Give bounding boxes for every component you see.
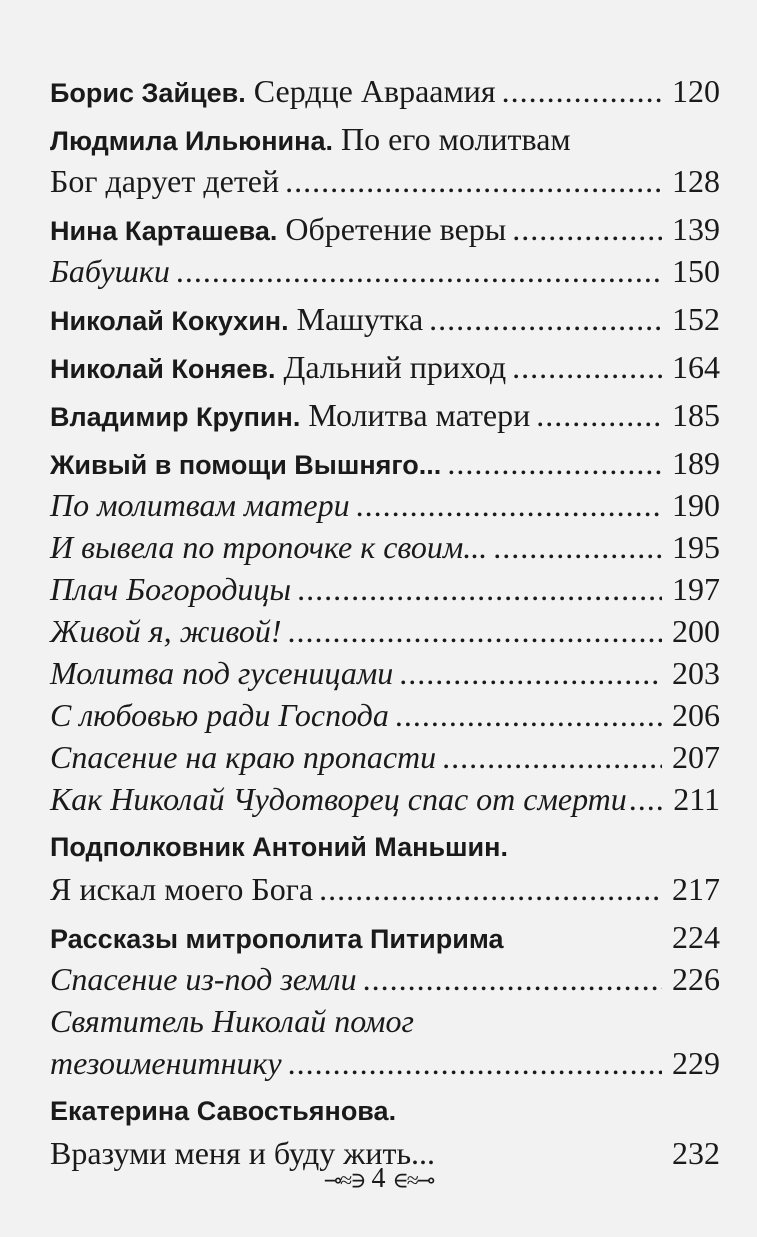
entry-title: Обретение веры <box>285 211 507 247</box>
toc-entry <box>50 118 720 160</box>
dot-leader <box>297 568 662 610</box>
entry-page: 206 <box>672 697 720 733</box>
entry-author: Николай Коняев. <box>50 354 276 384</box>
toc-entry <box>50 208 720 250</box>
dot-leader <box>356 484 662 526</box>
toc-entry <box>50 958 720 1000</box>
entry-title: Бог дарует детей <box>50 163 280 199</box>
dot-leader <box>536 394 662 436</box>
toc-entry <box>50 652 720 694</box>
dot-leader <box>512 208 662 250</box>
entry-title: Я искал моего Бога <box>50 871 314 907</box>
dot-leader <box>319 868 662 910</box>
entry-page: 190 <box>672 487 720 523</box>
entry-title: Плач Богородицы <box>50 571 292 607</box>
entry-page: 226 <box>672 961 720 997</box>
toc-entry <box>50 568 720 610</box>
table-of-contents <box>50 70 720 1174</box>
dot-leader <box>395 694 662 736</box>
dot-leader <box>363 958 662 1000</box>
entry-author: Подполковник Антоний Маньшин. <box>50 832 508 862</box>
entry-title: Живой я, живой! <box>50 613 282 649</box>
dot-leader <box>285 160 662 202</box>
entry-title: тезоименитнику <box>50 1045 282 1081</box>
entry-page: 203 <box>672 655 720 691</box>
toc-entry <box>50 346 720 388</box>
entry-author: Живый в помощи Вышняго... <box>50 450 442 480</box>
dot-leader <box>429 298 662 340</box>
entry-page: 232 <box>672 1135 720 1171</box>
dot-leader <box>493 526 662 568</box>
entry-page: 200 <box>672 613 720 649</box>
entry-page: 150 <box>672 253 720 289</box>
toc-entry <box>50 394 720 436</box>
dot-leader <box>512 346 662 388</box>
toc-entry <box>50 526 720 568</box>
entry-page: 207 <box>672 739 720 775</box>
toc-entry <box>50 826 720 868</box>
toc-entry <box>50 70 720 112</box>
ornament-right: ∈≈⊸ <box>392 1167 434 1193</box>
entry-page: 189 <box>672 445 720 481</box>
toc-entry <box>50 916 720 958</box>
entry-author: Людмила Ильюнина. <box>50 126 333 156</box>
entry-page: 197 <box>672 571 720 607</box>
entry-title: Сердце Авраамия <box>253 73 496 109</box>
entry-page: 224 <box>672 919 720 955</box>
entry-title: Молитва под гусеницами <box>50 655 394 691</box>
entry-page: 128 <box>672 163 720 199</box>
toc-entry <box>50 736 720 778</box>
entry-title: По его молитвам <box>340 121 571 157</box>
dot-leader <box>442 736 662 778</box>
toc-entry <box>50 1090 720 1132</box>
entry-page: 217 <box>672 871 720 907</box>
dot-leader <box>288 610 662 652</box>
entry-title: По молитвам матери <box>50 487 350 523</box>
entry-title: Вразуми меня и буду жить... <box>50 1135 436 1171</box>
toc-entry <box>50 160 720 202</box>
entry-page: 185 <box>672 397 720 433</box>
dot-leader <box>176 250 662 292</box>
entry-page: 120 <box>672 73 720 109</box>
entry-title: И вывела по тропочке к своим... <box>50 529 488 565</box>
entry-author: Николай Кокухин. <box>50 306 289 336</box>
entry-author: Борис Зайцев. <box>50 78 246 108</box>
toc-entry <box>50 298 720 340</box>
entry-title: Спасение из-под земли <box>50 961 357 997</box>
entry-title: Машутка <box>296 301 424 337</box>
entry-title: Святитель Николай помог <box>50 1003 414 1039</box>
dot-leader <box>502 70 662 112</box>
page-footer <box>0 1163 757 1195</box>
entry-author: Нина Карташева. <box>50 216 278 246</box>
toc-entry <box>50 868 720 910</box>
toc-entry <box>50 610 720 652</box>
toc-entry <box>50 250 720 292</box>
toc-entry <box>50 1042 720 1084</box>
dot-leader <box>629 778 666 820</box>
ornament-left: ⊸≈∋ <box>323 1167 365 1193</box>
toc-entry <box>50 778 720 820</box>
entry-page: 195 <box>672 529 720 565</box>
toc-entry <box>50 442 720 484</box>
entry-title: Дальний приход <box>283 349 507 385</box>
entry-title: Спасение на краю пропасти <box>50 739 437 775</box>
entry-page: 152 <box>672 301 720 337</box>
entry-title: С любовью ради Господа <box>50 697 389 733</box>
toc-entry <box>50 484 720 526</box>
entry-page: 229 <box>672 1045 720 1081</box>
entry-author: Екатерина Савостьянова. <box>50 1096 397 1126</box>
toc-entry <box>50 1000 720 1042</box>
dot-leader <box>288 1042 662 1084</box>
entry-title: Молитва матери <box>308 397 531 433</box>
entry-author: Рассказы митрополита Питирима <box>50 924 504 954</box>
entry-title: Как Николай Чудотворец спас от смерти <box>50 781 627 817</box>
entry-page: 139 <box>672 211 720 247</box>
entry-author: Владимир Крупин. <box>50 402 301 432</box>
page-number: 4 <box>371 1163 386 1194</box>
entry-page: 164 <box>672 349 720 385</box>
entry-page: 211 <box>673 781 720 817</box>
toc-entry <box>50 694 720 736</box>
dot-leader <box>447 442 662 484</box>
entry-title: Бабушки <box>50 253 170 289</box>
dot-leader <box>399 652 662 694</box>
